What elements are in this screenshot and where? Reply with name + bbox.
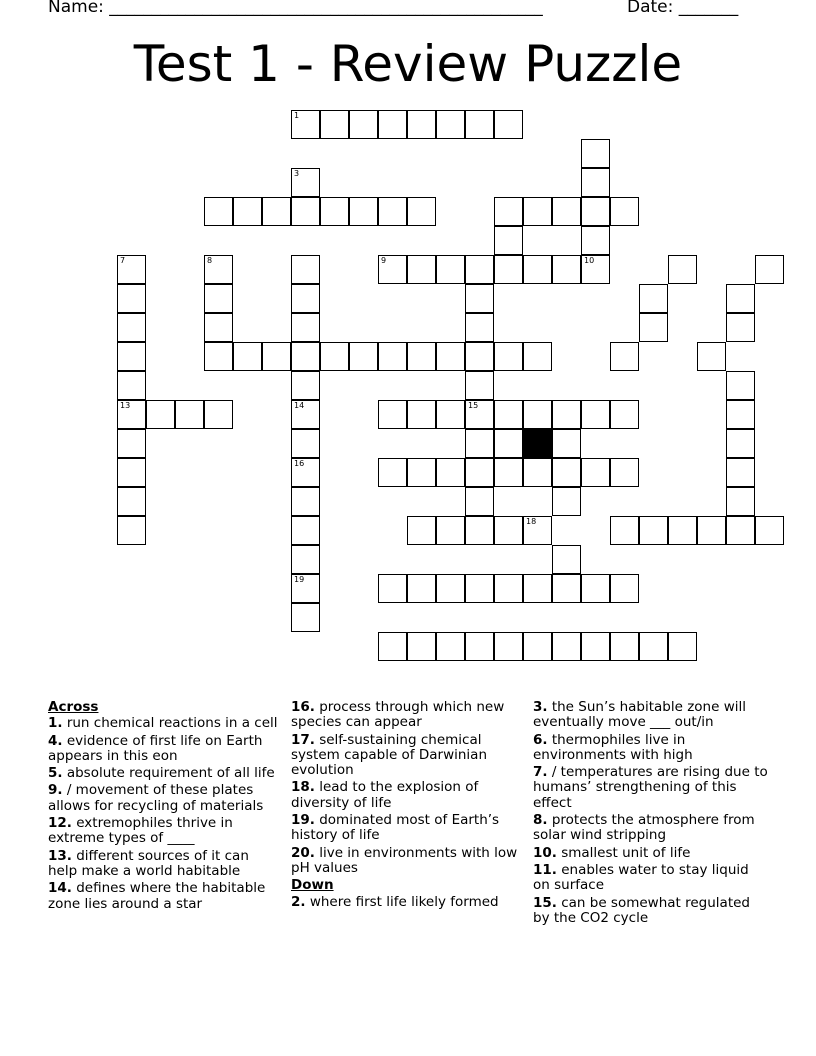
grid-cell[interactable]: [726, 371, 755, 400]
clue-text: dominated most of Earth’s history of life: [291, 812, 500, 844]
grid-cell[interactable]: [117, 342, 146, 371]
grid-cell[interactable]: [349, 110, 378, 139]
clue-text: different sources of it can help make a world habitable: [48, 847, 249, 879]
grid-cell[interactable]: [610, 400, 639, 429]
clue-item: [48, 849, 280, 880]
grid-cell[interactable]: [204, 284, 233, 313]
grid-cell[interactable]: [494, 574, 523, 603]
grid-cell[interactable]: [465, 371, 494, 400]
clue-number: 18.: [291, 779, 315, 796]
clue-number: 14: [294, 401, 305, 410]
clue-text: / temperatures are rising due to humans’ strengthening of this effect: [533, 764, 768, 811]
grid-cell[interactable]: [378, 110, 407, 139]
clue-number: 1.: [48, 715, 63, 732]
clue-item: [48, 716, 280, 731]
clue-number: 10.: [533, 844, 557, 861]
grid-cell[interactable]: [204, 313, 233, 342]
clue-number: 16.: [291, 699, 315, 715]
clues-column-1: [48, 700, 280, 914]
grid-cell[interactable]: [117, 313, 146, 342]
grid-cell[interactable]: [465, 342, 494, 371]
grid-cell[interactable]: [610, 197, 639, 226]
grid-cell[interactable]: [436, 400, 465, 429]
clue-text: protects the atmosphere from solar wind stripping: [533, 812, 755, 844]
grid-cell[interactable]: [494, 110, 523, 139]
grid-cell[interactable]: [726, 313, 755, 342]
grid-cell[interactable]: [407, 255, 436, 284]
clue-item: [291, 700, 521, 731]
grid-cell[interactable]: [668, 255, 697, 284]
grid-cell[interactable]: [436, 574, 465, 603]
grid-cell[interactable]: [291, 168, 320, 197]
grid-cell[interactable]: [291, 400, 320, 429]
grid-cell[interactable]: [204, 197, 233, 226]
grid-cell[interactable]: [581, 255, 610, 284]
grid-cell[interactable]: [291, 371, 320, 400]
clues-column-2: [291, 700, 521, 912]
clue-text: the Sun’s habitable zone will eventually move ___ out/in: [533, 699, 746, 731]
grid-cell[interactable]: [552, 255, 581, 284]
grid-cell[interactable]: [755, 255, 784, 284]
grid-cell[interactable]: [523, 400, 552, 429]
clue-item: [291, 846, 521, 877]
grid-cell[interactable]: [291, 255, 320, 284]
clue-number: 18: [526, 517, 537, 526]
grid-cell[interactable]: [262, 197, 291, 226]
grid-cell[interactable]: [581, 168, 610, 197]
clue-text: process through which new species can appear: [291, 699, 505, 731]
clue-number: 12.: [48, 815, 72, 832]
down-heading: Down: [291, 877, 334, 894]
clue-text: live in environments with low pH values: [291, 844, 518, 876]
grid-cell[interactable]: [378, 255, 407, 284]
clue-number: 11.: [533, 861, 557, 878]
grid-cell[interactable]: [697, 516, 726, 545]
clue-item: [48, 783, 280, 814]
clue-number: 13: [120, 401, 131, 410]
grid-cell[interactable]: [494, 197, 523, 226]
clue-number: 8.: [533, 812, 548, 829]
grid-cell[interactable]: [494, 458, 523, 487]
clue-number: 8: [207, 256, 213, 265]
clue-text: / movement of these plates allows for recycling of materials: [48, 782, 264, 814]
grid-cell[interactable]: [204, 255, 233, 284]
grid-cell[interactable]: [407, 342, 436, 371]
clue-item: [291, 780, 521, 811]
grid-cell[interactable]: [668, 632, 697, 661]
clue-number: 3: [294, 169, 300, 178]
clue-text: where first life likely formed: [305, 893, 499, 910]
clue-number: 7: [120, 256, 126, 265]
grid-cell[interactable]: [320, 110, 349, 139]
clue-number: 20.: [291, 844, 315, 861]
clue-number: 9.: [48, 782, 63, 799]
clue-item: [533, 765, 769, 811]
clue-text: can be somewhat regulated by the CO2 cycle: [533, 894, 751, 926]
grid-cell[interactable]: [465, 574, 494, 603]
grid-cell[interactable]: [349, 342, 378, 371]
grid-cell[interactable]: [291, 313, 320, 342]
grid-cell[interactable]: [639, 313, 668, 342]
grid-cell[interactable]: [581, 632, 610, 661]
clue-text: thermophiles live in environments with high: [533, 731, 693, 763]
grid-cell[interactable]: [523, 458, 552, 487]
grid-cell[interactable]: [146, 400, 175, 429]
grid-cell[interactable]: [465, 255, 494, 284]
black-cell: [523, 429, 552, 458]
grid-cell[interactable]: [204, 400, 233, 429]
grid-cell[interactable]: [494, 226, 523, 255]
grid-cell[interactable]: [291, 574, 320, 603]
grid-cell[interactable]: [436, 516, 465, 545]
grid-cell[interactable]: [552, 487, 581, 516]
clue-number: 3.: [533, 699, 548, 715]
grid-cell[interactable]: [755, 516, 784, 545]
page-title: Test 1 - Review Puzzle: [133, 35, 683, 93]
clue-item: [48, 734, 280, 765]
grid-cell[interactable]: [117, 458, 146, 487]
clue-number: 10: [584, 256, 595, 265]
grid-cell[interactable]: [581, 197, 610, 226]
clue-number: 15: [468, 401, 479, 410]
grid-cell[interactable]: [465, 516, 494, 545]
clue-item: [533, 813, 769, 844]
grid-cell[interactable]: [552, 400, 581, 429]
clue-text: extremophiles thrive in extreme types of ____: [48, 815, 233, 847]
grid-cell[interactable]: [697, 342, 726, 371]
grid-cell[interactable]: [291, 284, 320, 313]
grid-cell[interactable]: [117, 516, 146, 545]
grid-cell[interactable]: [581, 574, 610, 603]
down-clue-list-continued: [533, 700, 769, 926]
clue-number: 5.: [48, 765, 63, 782]
grid-cell[interactable]: [233, 197, 262, 226]
grid-cell[interactable]: [726, 458, 755, 487]
clue-number: 14.: [48, 880, 72, 897]
clue-text: self-sustaining chemical system capable of Darwinian evolution: [291, 731, 488, 779]
grid-cell[interactable]: [494, 400, 523, 429]
clue-item: [48, 816, 280, 847]
grid-cell[interactable]: [494, 342, 523, 371]
across-clue-list-continued: [291, 700, 521, 876]
grid-cell[interactable]: [465, 284, 494, 313]
grid-cell[interactable]: [378, 458, 407, 487]
grid-cell[interactable]: [320, 197, 349, 226]
grid-cell[interactable]: [407, 632, 436, 661]
clue-number: 13.: [48, 847, 72, 864]
grid-cell[interactable]: [552, 197, 581, 226]
clue-item: [533, 846, 769, 861]
clue-number: 7.: [533, 764, 548, 781]
clue-number: 6.: [533, 731, 548, 748]
grid-cell[interactable]: [407, 458, 436, 487]
clue-number: 1: [294, 111, 300, 120]
grid-cell[interactable]: [726, 487, 755, 516]
grid-cell[interactable]: [436, 110, 465, 139]
grid-cell[interactable]: [494, 429, 523, 458]
clue-number: 16: [294, 459, 305, 468]
grid-cell[interactable]: [552, 545, 581, 574]
grid-cell[interactable]: [291, 197, 320, 226]
grid-cell[interactable]: [378, 197, 407, 226]
grid-cell[interactable]: [291, 342, 320, 371]
clue-item: [48, 766, 280, 781]
grid-cell[interactable]: [465, 429, 494, 458]
grid-cell[interactable]: [117, 284, 146, 313]
grid-cell[interactable]: [494, 632, 523, 661]
name-field: Name: ___________________________________________________: [48, 0, 543, 17]
grid-cell[interactable]: [610, 574, 639, 603]
grid-cell[interactable]: [726, 400, 755, 429]
grid-cell[interactable]: [552, 458, 581, 487]
grid-cell[interactable]: [610, 458, 639, 487]
grid-cell[interactable]: [407, 516, 436, 545]
clue-item: [48, 881, 280, 912]
grid-cell[interactable]: [552, 632, 581, 661]
grid-cell[interactable]: [378, 632, 407, 661]
grid-cell[interactable]: [378, 400, 407, 429]
grid-cell[interactable]: [465, 632, 494, 661]
grid-cell[interactable]: [117, 400, 146, 429]
date-field: Date: _______: [627, 0, 739, 17]
grid-cell[interactable]: [610, 632, 639, 661]
grid-cell[interactable]: [117, 371, 146, 400]
grid-cell[interactable]: [668, 516, 697, 545]
grid-cell[interactable]: [639, 516, 668, 545]
clue-item: [533, 863, 769, 894]
grid-cell[interactable]: [117, 429, 146, 458]
grid-cell[interactable]: [407, 197, 436, 226]
grid-cell[interactable]: [117, 487, 146, 516]
clue-number: 19.: [291, 812, 315, 829]
grid-cell[interactable]: [552, 429, 581, 458]
clue-item: [533, 733, 769, 764]
clue-text: evidence of first life on Earth appears in this eon: [48, 732, 263, 764]
clue-text: absolute requirement of all life: [62, 765, 275, 782]
clue-number: 19: [294, 575, 305, 584]
grid-cell[interactable]: [407, 574, 436, 603]
grid-cell[interactable]: [581, 458, 610, 487]
across-clue-list: [48, 716, 280, 912]
grid-cell[interactable]: [407, 110, 436, 139]
grid-cell[interactable]: [523, 574, 552, 603]
clues-column-3: [533, 700, 769, 928]
grid-cell[interactable]: [465, 487, 494, 516]
grid-cell[interactable]: [291, 110, 320, 139]
grid-cell[interactable]: [407, 400, 436, 429]
clue-number: 4.: [48, 732, 63, 749]
clue-text: defines where the habitable zone lies around a star: [48, 880, 266, 912]
grid-cell[interactable]: [523, 632, 552, 661]
down-clue-list: [291, 895, 521, 910]
clue-text: smallest unit of life: [556, 844, 691, 861]
grid-cell[interactable]: [639, 284, 668, 313]
grid-cell[interactable]: [291, 429, 320, 458]
grid-cell[interactable]: [436, 255, 465, 284]
clue-text: lead to the explosion of diversity of life: [291, 779, 479, 811]
grid-cell[interactable]: [175, 400, 204, 429]
grid-cell[interactable]: [581, 226, 610, 255]
grid-cell[interactable]: [117, 255, 146, 284]
grid-cell[interactable]: [523, 197, 552, 226]
clue-text: enables water to stay liquid on surface: [533, 861, 749, 894]
grid-cell[interactable]: [494, 516, 523, 545]
grid-cell[interactable]: [726, 429, 755, 458]
grid-cell[interactable]: [291, 545, 320, 574]
clue-number: 15.: [533, 894, 557, 911]
grid-cell[interactable]: [610, 516, 639, 545]
clue-item: [291, 733, 521, 779]
grid-cell[interactable]: [552, 574, 581, 603]
grid-cell[interactable]: [291, 603, 320, 632]
grid-cell[interactable]: [436, 632, 465, 661]
grid-cell[interactable]: [378, 574, 407, 603]
grid-cell[interactable]: [233, 342, 262, 371]
grid-cell[interactable]: [465, 313, 494, 342]
grid-cell[interactable]: [378, 342, 407, 371]
clue-text: run chemical reactions in a cell: [62, 715, 278, 732]
grid-cell[interactable]: [291, 516, 320, 545]
grid-cell[interactable]: [204, 342, 233, 371]
grid-cell[interactable]: [436, 458, 465, 487]
across-heading: Across: [48, 699, 99, 715]
grid-cell[interactable]: [639, 632, 668, 661]
grid-cell[interactable]: [523, 516, 552, 545]
grid-cell[interactable]: [465, 458, 494, 487]
grid-cell[interactable]: [291, 458, 320, 487]
clue-item: [291, 813, 521, 844]
clue-number: 9: [381, 256, 387, 265]
clue-item: [291, 895, 521, 910]
grid-cell[interactable]: [465, 110, 494, 139]
grid-cell[interactable]: [581, 139, 610, 168]
grid-cell[interactable]: [726, 516, 755, 545]
clue-item: [533, 896, 769, 927]
clue-item: [533, 700, 769, 731]
grid-cell[interactable]: [610, 342, 639, 371]
grid-cell[interactable]: [494, 255, 523, 284]
grid-cell[interactable]: [291, 487, 320, 516]
grid-cell[interactable]: [349, 197, 378, 226]
clue-number: 2.: [291, 893, 306, 910]
grid-cell[interactable]: [262, 342, 291, 371]
grid-cell[interactable]: [523, 255, 552, 284]
grid-cell[interactable]: [436, 342, 465, 371]
grid-cell[interactable]: [320, 342, 349, 371]
grid-cell[interactable]: [581, 400, 610, 429]
clue-number: 17.: [291, 731, 315, 748]
grid-cell[interactable]: [465, 400, 494, 429]
grid-cell[interactable]: [726, 284, 755, 313]
grid-cell[interactable]: [523, 342, 552, 371]
